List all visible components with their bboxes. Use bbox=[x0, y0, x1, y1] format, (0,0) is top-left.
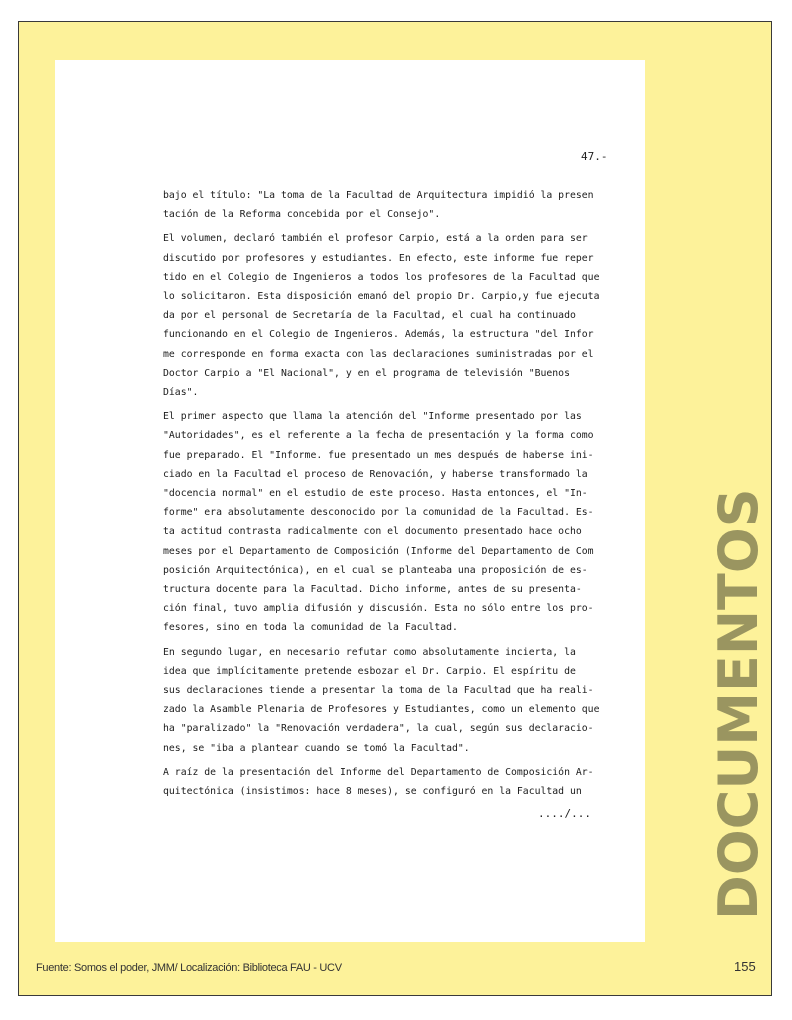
paragraph-4: En segundo lugar, en necesario refutar como absolutamente incierta, la idea que implícitamente pretende esbozar el Dr. Carpio. El espíritu de sus declaraciones tiende a presentar la toma de la Facultad que ha reali- zado la Asamble Plenaria de Profesores y Estudiantes, como un elemento que ha "paralizado" la "Renovación verdadera", la cual, según sus declaracio- nes, se "iba a plantear cuando se tomó la Facultad". bbox=[163, 646, 600, 754]
footer-source: Fuente: Somos el poder, JMM/ Localización: Biblioteca FAU - UCV bbox=[36, 962, 342, 974]
document-page-number: 47.- bbox=[581, 150, 608, 163]
section-label: DOCUMENTOS bbox=[707, 488, 770, 920]
paragraph-1: bajo el título: "La toma de la Facultad de Arquitectura impidió la presen tación de la Reforma concebida por el Consejo". bbox=[163, 190, 594, 221]
document-body bbox=[163, 186, 625, 806]
continuation-mark: ..../... bbox=[538, 807, 591, 820]
scanned-document bbox=[55, 60, 645, 942]
paragraph-2: El volumen, declaró también el profesor Carpio, está a la orden para ser discutido por profesores y estudiantes. En efecto, este informe fue reper tido en el Colegio de Ingenieros a todos los profesores de la Facultad que lo solicitaron. Esta disposición emanó del propio Dr. Carpio,y fue ejecuta da por el personal de Secretaría de la Facultad, el cual ha continuado funcionando en el Colegio de Ingenieros. Además, la estructura "del Infor me corresponde en forma exacta con las declaraciones suministradas por el Doctor Carpio a "El Nacional", y en el programa de televisión "Buenos Días". bbox=[163, 233, 600, 399]
paragraph-3: El primer aspecto que llama la atención del "Informe presentado por las "Autoridades", es el referente a la fecha de presentación y la forma como fue preparado. El "Informe. fue presentado un mes después de haberse ini- ciado en la Facultad el proceso de Renovación, y haberse transformado la "docencia normal" en el estudio de este proceso. Hasta entonces, el "In- forme" era absolutamente desconocido por la comunidad de la Facultad. Es- ta actitud contrasta radicalmente con el documento presentado hace ocho meses por el Departamento de Composición (Informe del Departamento de Com posición Arquitectónica), en el cual se planteaba una proposición de es- tructura docente para la Facultad. Dicho informe, antes de su presenta- ción final, tuvo amplia difusión y discusión. Esta no sólo entre los pro- fesores, sino en toda la comunidad de la Facultad. bbox=[163, 411, 594, 634]
page-frame bbox=[18, 21, 772, 996]
paragraph-5: A raíz de la presentación del Informe del Departamento de Composición Ar- quitectónica (insistimos: hace 8 meses), se configuró en la Facultad un bbox=[163, 766, 594, 798]
footer-page-number: 155 bbox=[734, 959, 756, 974]
